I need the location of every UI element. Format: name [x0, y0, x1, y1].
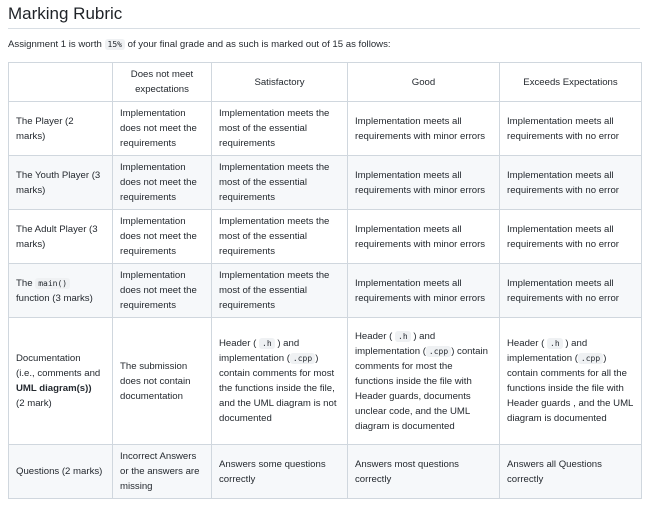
cell-text: Header (	[355, 330, 393, 342]
cell-code: .cpp	[578, 353, 603, 364]
rubric-cell: Implementation meets all requirements with minor errors	[348, 102, 500, 156]
cell-text: ) contain comments for all the functions inside the file with Header guards , and the UML diagram is documented	[507, 353, 634, 424]
header-satisfactory: Satisfactory	[212, 63, 348, 102]
rubric-cell: Implementation does not meet the requirements	[113, 102, 212, 156]
cell-text: ) contain comments for most the functions inside the file with Header guards, documents unclear code, and the UML diagram is documented	[355, 345, 488, 432]
rubric-cell: Implementation meets all requirements with no error	[500, 264, 642, 318]
rubric-cell: Implementation meets the most of the essential requirements	[212, 156, 348, 210]
rubric-cell: Implementation meets all requirements with minor errors	[348, 156, 500, 210]
cell-text: ) and implementation (	[507, 338, 588, 364]
rubric-cell: Implementation does not meet the requirements	[113, 210, 212, 264]
rubric-cell: Answers all Questions correctly	[500, 445, 642, 499]
cell-text: ) and implementation (	[355, 330, 436, 357]
table-row	[9, 156, 642, 210]
cell-code: .h	[395, 331, 411, 342]
rubric-cell: Answers some questions correctly	[212, 445, 348, 499]
criterion-before: The	[16, 277, 33, 289]
criterion-cell: The Adult Player (3 marks)	[9, 210, 113, 264]
rubric-cell	[348, 318, 500, 445]
rubric-cell: Implementation meets all requirements with no error	[500, 156, 642, 210]
criterion-line: (i.e., comments and	[16, 368, 101, 379]
criterion-code: main()	[35, 278, 70, 289]
cell-text: ) and implementation (	[219, 338, 300, 364]
rubric-cell: Answers most questions correctly	[348, 445, 500, 499]
criterion-cell: The Player (2 marks)	[9, 102, 113, 156]
table-row	[9, 445, 642, 499]
intro-text	[8, 38, 391, 52]
intro-percent: 15%	[105, 39, 125, 50]
header-exceeds: Exceeds Expectations	[500, 63, 642, 102]
table-row	[9, 264, 642, 318]
table-row	[9, 210, 642, 264]
criterion-cell: The Youth Player (3 marks)	[9, 156, 113, 210]
rubric-cell	[212, 318, 348, 445]
cell-code: .h	[259, 338, 275, 349]
cell-code: .cpp	[426, 346, 451, 357]
criterion-line: Documentation	[16, 353, 81, 364]
rubric-cell: Implementation meets the most of the essential requirements	[212, 210, 348, 264]
cell-code: .cpp	[290, 353, 315, 364]
header-criterion	[9, 63, 113, 102]
criterion-after: function (3 marks)	[16, 292, 93, 304]
rubric-cell: Implementation does not meet the requirements	[113, 264, 212, 318]
rubric-cell: Incorrect Answers or the answers are missing	[113, 445, 212, 499]
rubric-table	[8, 62, 642, 499]
cell-text: ) contain comments for most the functions inside the file, and the UML diagram is not documented	[219, 353, 337, 424]
intro-after: of your final grade and as such is marked out of 15 as follows:	[127, 39, 391, 50]
rubric-cell: Implementation meets all requirements with minor errors	[348, 264, 500, 318]
title-divider	[8, 28, 640, 29]
rubric-cell	[500, 318, 642, 445]
cell-code: .h	[547, 338, 563, 349]
rubric-cell: Implementation does not meet the requirements	[113, 156, 212, 210]
criterion-cell: Questions (2 marks)	[9, 445, 113, 499]
criterion-cell	[9, 318, 113, 445]
rubric-cell: The submission does not contain documentation	[113, 318, 212, 445]
header-good: Good	[348, 63, 500, 102]
header-row	[9, 63, 642, 102]
rubric-cell: Implementation meets all requirements with no error	[500, 210, 642, 264]
criterion-cell	[9, 264, 113, 318]
header-does-not-meet: Does not meet expectations	[113, 63, 212, 102]
table-row	[9, 318, 642, 445]
rubric-cell: Implementation meets the most of the essential requirements	[212, 264, 348, 318]
page-title: Marking Rubric	[8, 4, 123, 23]
intro-before: Assignment 1 is worth	[8, 39, 102, 50]
criterion-line: (2 mark)	[16, 398, 52, 409]
table-row	[9, 102, 642, 156]
cell-text: Header (	[219, 338, 257, 349]
rubric-cell: Implementation meets all requirements with minor errors	[348, 210, 500, 264]
rubric-cell: Implementation meets all requirements with no error	[500, 102, 642, 156]
cell-text: Header (	[507, 338, 545, 349]
criterion-bold: UML diagram(s))	[16, 383, 92, 394]
rubric-cell: Implementation meets the most of the essential requirements	[212, 102, 348, 156]
